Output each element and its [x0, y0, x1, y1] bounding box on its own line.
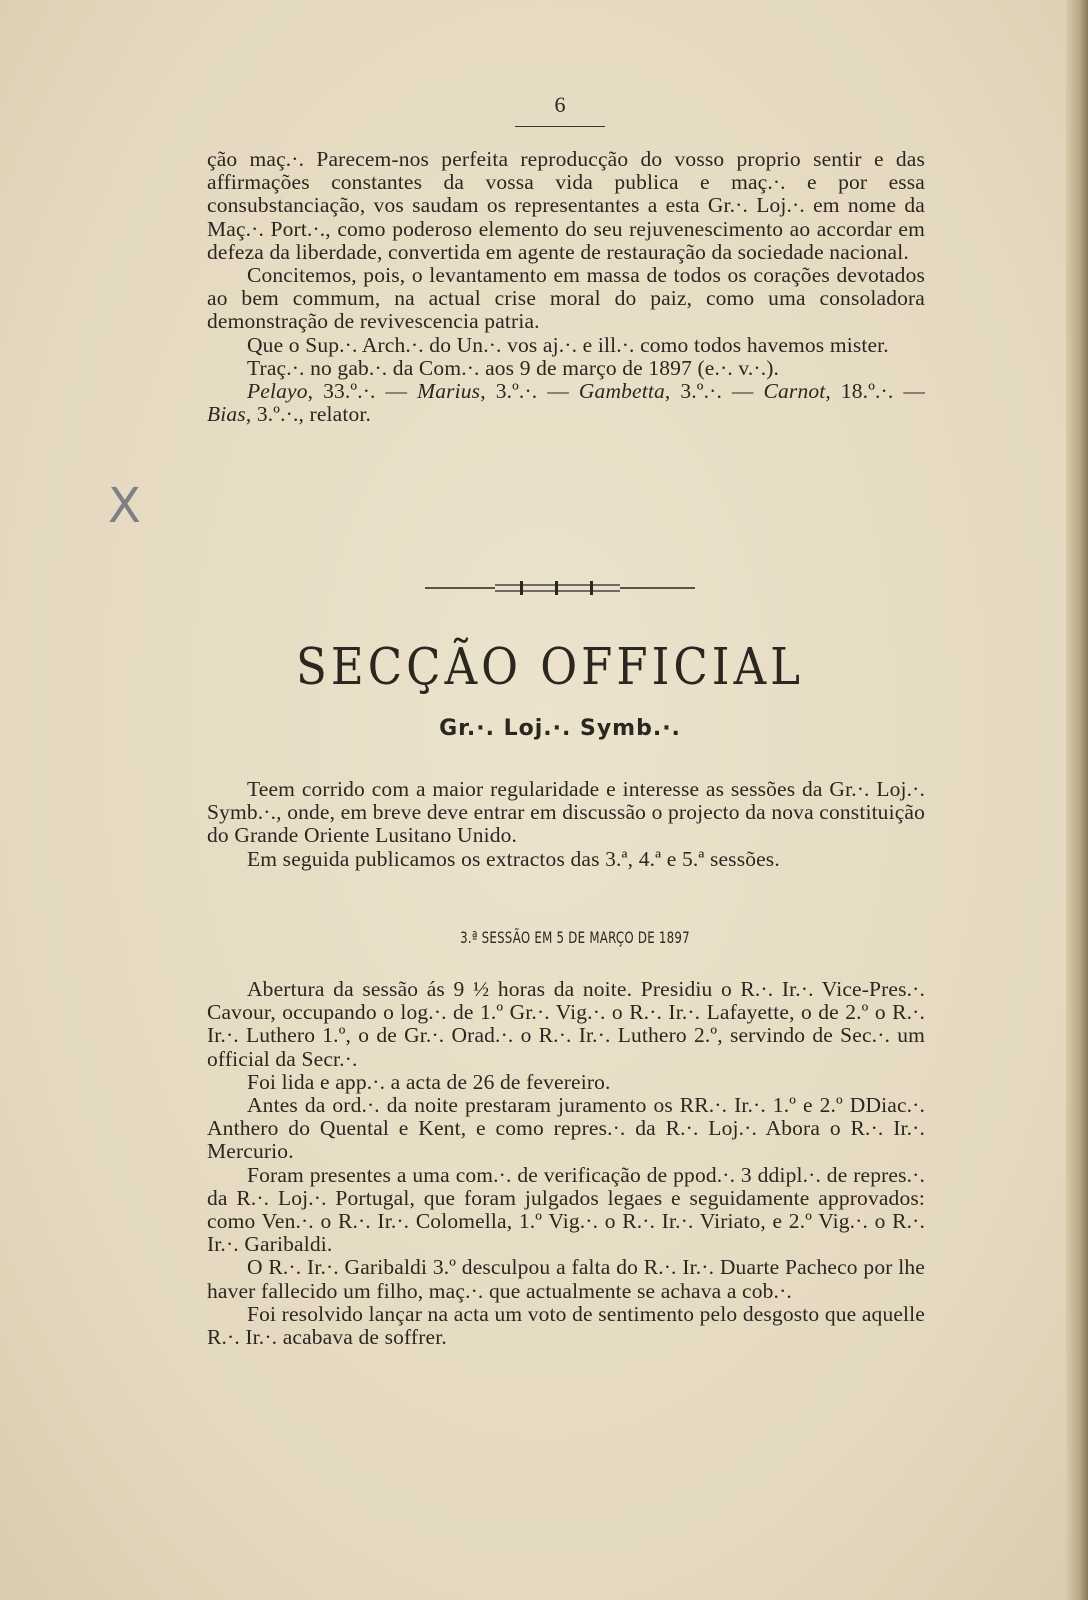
signature-rank: , 3.º.·. — [480, 379, 579, 404]
page-number-rule [515, 126, 605, 127]
section-divider-ornament [425, 578, 705, 598]
signature-rank: , 18.º.·. — [825, 379, 925, 404]
paragraph: ção maç.·. Parecem-nos perfeita reproducção do vosso proprio sentir e das affirmações constantes da vossa vida publica e maç.·. e por essa consubstanciação, vos saudam os representantes a esta Gr.·. Loj.·. em nome da Maç.·. Port.·., como poderoso elemento do seu rejuvenescimento ao accordar em defeza da liberdade, convertida em agente de restauração da sociedade nacional. [207, 147, 925, 264]
paragraph: Traç.·. no gab.·. da Com.·. aos 9 de março de 1897 (e.·. v.·.). [247, 355, 780, 380]
session-heading: 3.ª SESSÃO EM 5 DE MARÇO DE 1897 [460, 928, 690, 947]
paragraph: Antes da ord.·. da noite prestaram juramento os RR.·. Ir.·. 1.º e 2.º DDiac.·. Anthero do Quental e Kent, e como repres.·. da R.·. Loj.·. Abora o R.·. Ir.·. Mercurio. [207, 1093, 925, 1164]
section-intro [207, 778, 925, 871]
section-title: SECÇÃO OFFICIAL [296, 636, 804, 697]
session-minutes [207, 978, 925, 1349]
page-number: 6 [554, 92, 566, 117]
signature-name: Bias [207, 402, 246, 427]
paragraph: Abertura da sessão ás 9 ½ horas da noite. Presidiu o R.·. Ir.·. Vice-Pres.·. Cavour, occupando o log.·. de 1.º Gr.·. Vig.·. o R.·. Ir.·. Lafayette, o de 2.º o R.·. Ir.·. Luthero 1.º, o de Gr.·. Orad.·. o R.·. Ir.·. Luthero 2.º, servindo de Sec.·. um official da Secr.·. [207, 977, 925, 1071]
signature-rank: , 3.º.·., relator. [245, 402, 372, 427]
section-subtitle: Gr.·. Loj.·. Symb.·. [439, 716, 681, 741]
signature-name: Marius [417, 379, 481, 404]
letter-continuation [207, 148, 925, 426]
paragraph: Foi resolvido lançar na acta um voto de sentimento pelo desgosto que aquelle R.·. Ir.·. acabava de soffrer. [207, 1301, 925, 1350]
paragraph: Teem corrido com a maior regularidade e interesse as sessões da Gr.·. Loj.·. Symb.·., onde, em breve deve entrar em discussão o projecto da nova constituição do Grande Oriente Lusitano Unido. [207, 777, 925, 848]
signature-name: Gambetta [578, 379, 665, 404]
paragraph: Em seguida publicamos os extractos das 3.ª, 4.ª e 5.ª sessões. [247, 846, 780, 871]
signatures [207, 380, 925, 426]
signature-rank: , 33.º.·. — [307, 379, 418, 404]
paragraph: Foram presentes a uma com.·. de verificação de ppod.·. 3 ddipl.·. de repres.·. da R.·. Loj.·. Portugal, que foram julgados legaes e seguidamente approvados: como Ven.·. o R.·. Ir.·. Colomella, 1.º Vig.·. o R.·. Ir.·. Viriato, e 2.º Vig.·. o R.·. Ir.·. Garibaldi. [207, 1162, 925, 1257]
paragraph: Foi lida e app.·. a acta de 26 de fevereiro. [247, 1069, 611, 1094]
margin-pencil-mark: X [108, 478, 141, 534]
signature-name: Carnot [763, 379, 826, 404]
signature-name: Pelayo [247, 379, 308, 404]
paragraph: Concitemos, pois, o levantamento em massa de todos os corações devotados ao bem commum, na actual crise moral do paiz, como uma consoladora demonstração de revivescencia patria. [207, 263, 925, 334]
signature-rank: , 3.º.·. — [664, 379, 764, 404]
paragraph: O R.·. Ir.·. Garibaldi 3.º desculpou a falta do R.·. Ir.·. Duarte Pacheco por lhe haver fallecido um filho, maç.·. que actualmente se achava a cob.·. [207, 1255, 925, 1303]
paragraph: Que o Sup.·. Arch.·. do Un.·. vos aj.·. e ill.·. como todos havemos mister. [247, 332, 889, 357]
page-edge [1066, 0, 1088, 1600]
